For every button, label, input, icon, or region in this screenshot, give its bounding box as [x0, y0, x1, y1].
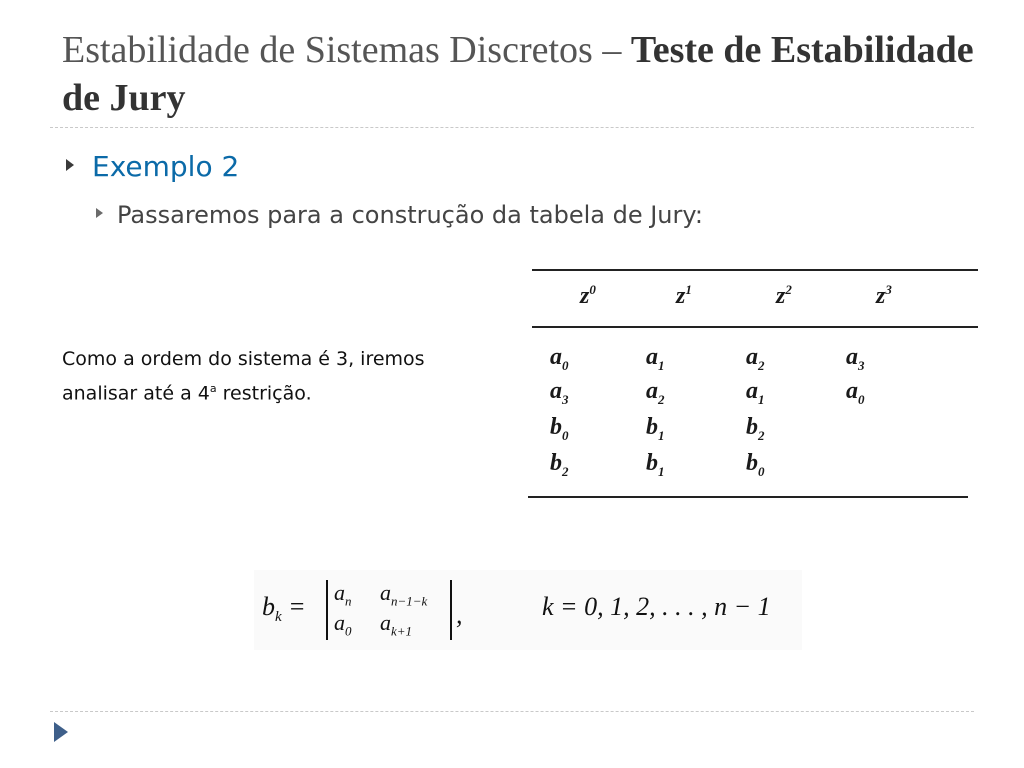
bullet-level1-text: Exemplo 2 [92, 150, 240, 183]
matrix-a22: $a_{k+1}$ [380, 610, 413, 639]
table-cell: $a_2$ [646, 378, 665, 407]
table-header-cell: $z^2$ [776, 282, 792, 309]
determinant-right-bar [450, 580, 452, 640]
table-cell: $a_2$ [746, 344, 765, 373]
table-cell: $a_0$ [846, 378, 865, 407]
table-cell: $a_1$ [646, 344, 665, 373]
table-cell: $b_2$ [550, 450, 569, 479]
formula-rhs: k = 0, 1, 2, . . . , n − 1 [542, 592, 771, 621]
bullet-level1 [66, 150, 239, 183]
matrix-a11: $a_n$ [334, 580, 352, 609]
bullet-level2 [96, 201, 703, 229]
matrix-a21: $a_0$ [334, 610, 352, 639]
bullet-arrow-icon [96, 208, 103, 218]
order-note [62, 344, 482, 408]
jury-table [528, 266, 978, 502]
table-top-rule [532, 269, 978, 271]
table-cell: $b_2$ [746, 414, 765, 443]
bk-formula [254, 570, 802, 650]
table-cell: $b_1$ [646, 414, 665, 443]
table-header-cell: $z^0$ [580, 282, 596, 309]
table-header-rule [532, 326, 978, 328]
note-line2: analisar até a 4$^a$ restrição. [62, 382, 312, 405]
table-cell: $b_0$ [550, 414, 569, 443]
bullet-level2-text: Passaremos para a construção da tabela de Jury: [117, 201, 703, 229]
formula-comma: , [456, 600, 463, 629]
title-regular: Estabilidade de Sistemas Discretos – [62, 29, 631, 71]
table-cell: $b_1$ [646, 450, 665, 479]
footer-divider [50, 711, 974, 712]
next-slide-arrow-icon[interactable] [54, 722, 68, 742]
table-cell: $b_0$ [746, 450, 765, 479]
slide-title [62, 26, 982, 122]
table-header-cell: $z^3$ [876, 282, 892, 309]
table-cell: $a_3$ [846, 344, 865, 373]
determinant-left-bar [326, 580, 328, 640]
title-bold: Teste de Estabilidade de Jury [62, 29, 974, 119]
formula-lhs: $b_k$ = [262, 592, 306, 626]
table-cell: $a_1$ [746, 378, 765, 407]
table-cell: $a_3$ [550, 378, 569, 407]
bullet-arrow-icon [66, 159, 74, 171]
table-header-cell: $z^1$ [676, 282, 692, 309]
table-bottom-rule [528, 496, 968, 498]
note-line1: Como a ordem do sistema é 3, iremos [62, 348, 425, 370]
matrix-a12: $a_{n-1-k}$ [380, 580, 428, 609]
table-cell: $a_0$ [550, 344, 569, 373]
title-divider [50, 127, 974, 128]
